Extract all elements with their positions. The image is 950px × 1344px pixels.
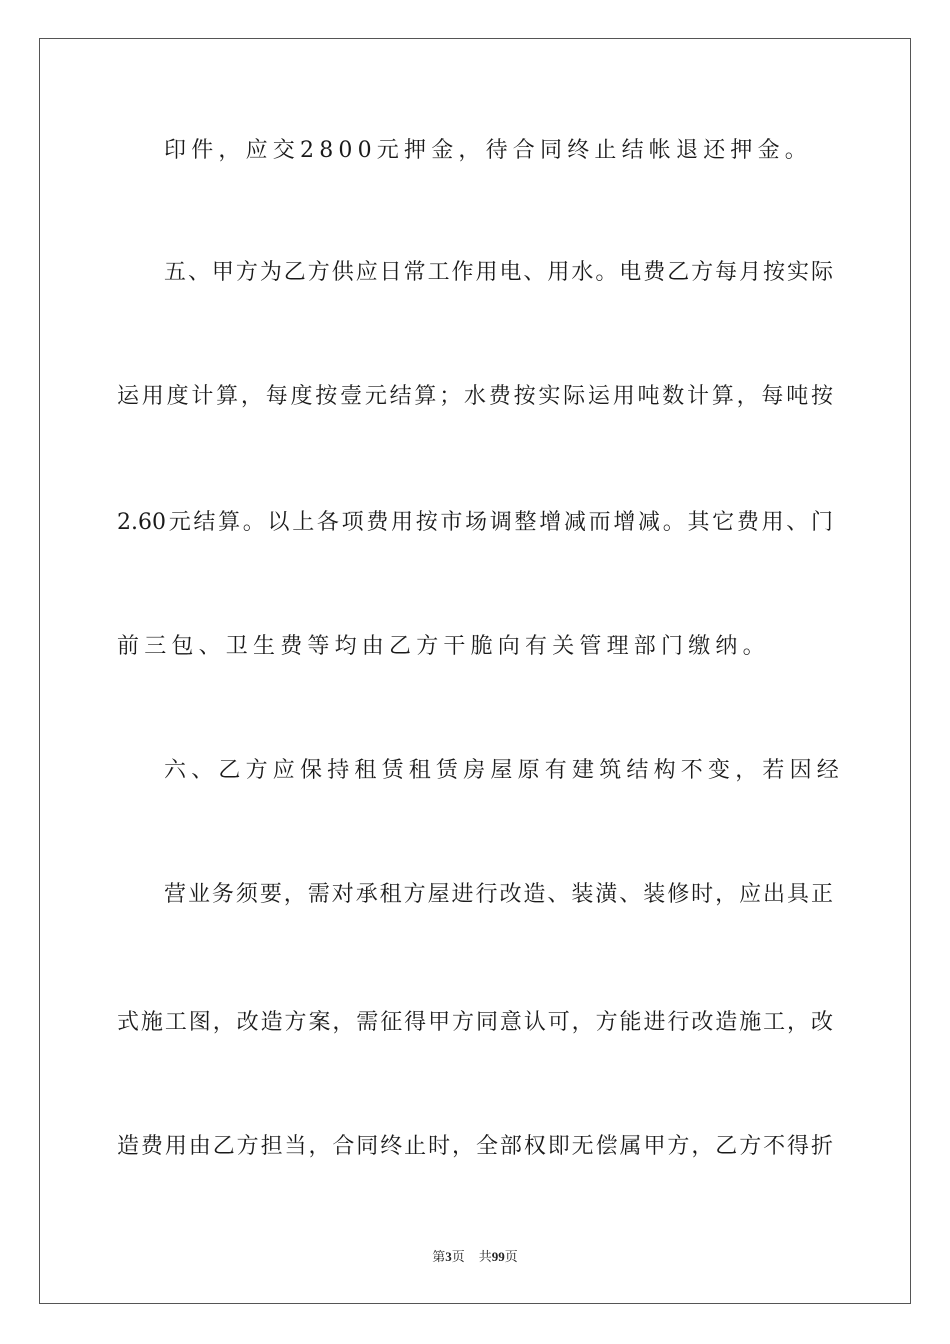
text-line-3: 运用度计算，每度按壹元结算；水费按实际运用吨数计算，每吨按 xyxy=(117,384,833,409)
page-footer xyxy=(0,1248,950,1266)
text-line-2: 五、甲方为乙方供应日常工作用电、用水。电费乙方每月按实际 xyxy=(164,260,833,285)
text-line-4: 2.60元结算。以上各项费用按市场调整增减而增减。其它费用、门 xyxy=(117,510,833,535)
text-line-8: 式施工图，改造方案，需征得甲方同意认可，方能进行改造施工，改 xyxy=(117,1010,833,1035)
footer-page-prefix: 第 xyxy=(432,1249,446,1264)
footer-page-suffix: 页 xyxy=(451,1249,465,1264)
text-line-6: 六、乙方应保持租赁租赁房屋原有建筑结构不变，若因经 xyxy=(164,758,845,783)
footer-total-prefix: 共 xyxy=(478,1249,492,1264)
footer-total-pages: 99 xyxy=(491,1249,505,1264)
text-line-7: 营业务须要，需对承租方屋进行改造、装潢、装修时，应出具正 xyxy=(164,882,833,907)
footer-page-number: 3 xyxy=(445,1249,452,1264)
text-line-9: 造费用由乙方担当，合同终止时，全部权即无偿属甲方，乙方不得折 xyxy=(117,1134,833,1159)
text-line-1: 印件，应交2800元押金，待合同终止结帐退还押金。 xyxy=(164,138,812,163)
page-border xyxy=(39,38,911,1304)
text-line-5: 前三包、卫生费等均由乙方干脆向有关管理部门缴纳。 xyxy=(117,634,770,659)
footer-total-suffix: 页 xyxy=(504,1249,518,1264)
